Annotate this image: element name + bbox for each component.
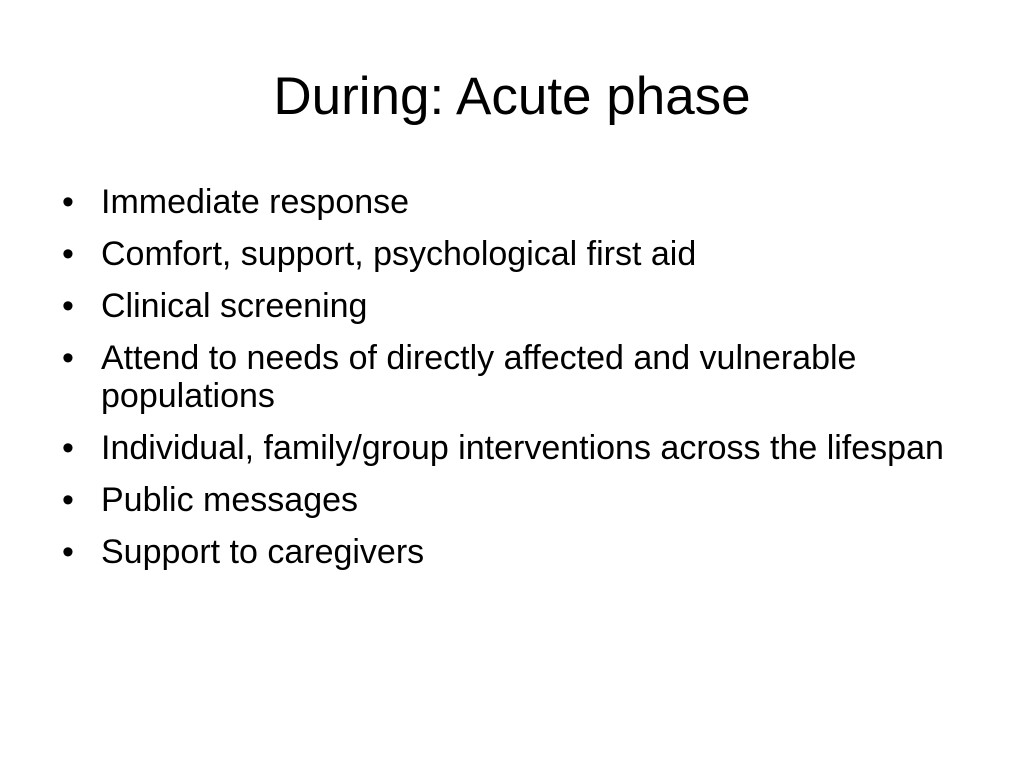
bullet-text: Comfort, support, psychological first aid: [101, 235, 697, 273]
bullet-dot-icon: •: [62, 235, 74, 273]
bullet-item: [58, 533, 958, 571]
bullet-item: [58, 235, 958, 273]
slide-title: During: Acute phase: [273, 67, 751, 126]
bullet-text: Support to caregivers: [101, 533, 425, 571]
bullet-item: [58, 481, 958, 519]
bullet-item: [58, 287, 958, 325]
bullet-item: [58, 429, 958, 467]
bullet-text: Immediate response: [101, 183, 410, 221]
bullet-list: [58, 183, 958, 585]
bullet-dot-icon: •: [62, 287, 74, 325]
bullet-dot-icon: •: [62, 183, 74, 221]
bullet-dot-icon: •: [62, 429, 74, 467]
bullet-text: Public messages: [101, 481, 359, 519]
bullet-item: [58, 339, 958, 415]
bullet-text: Clinical screening: [101, 287, 368, 325]
bullet-dot-icon: •: [62, 481, 74, 519]
bullet-item: [58, 183, 958, 221]
bullet-text: Individual, family/group interventions across the lifespan: [101, 429, 944, 467]
bullet-text: Attend to needs of directly affected and vulnerable populations: [101, 339, 857, 415]
bullet-dot-icon: •: [62, 339, 74, 377]
bullet-dot-icon: •: [62, 533, 74, 571]
